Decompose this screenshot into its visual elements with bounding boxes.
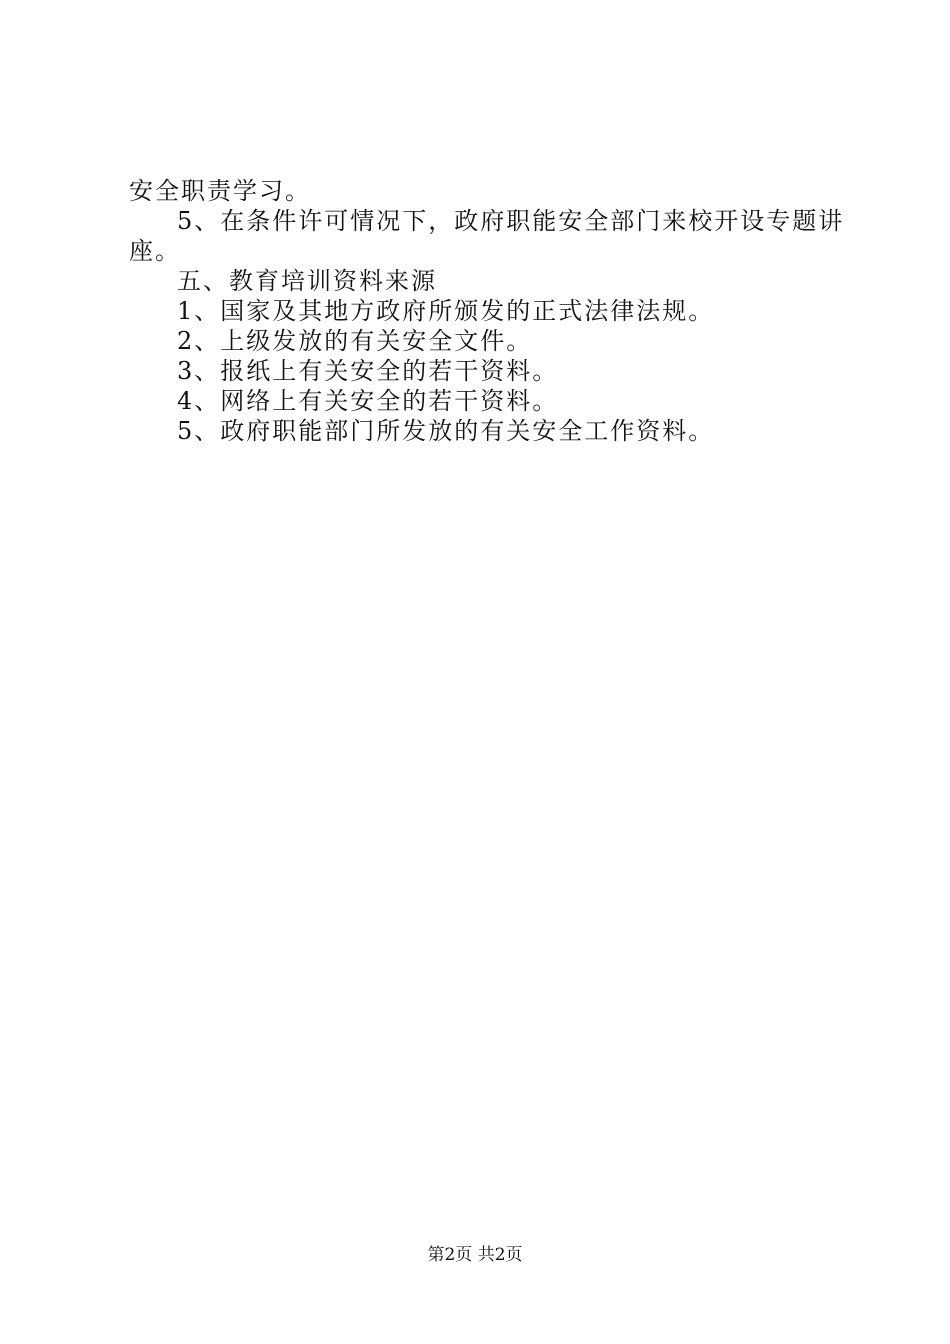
document-body [129,176,845,446]
section-heading-5: 五、教育培训资料来源 [177,267,437,295]
list-item-4: 4、网络上有关安全的若干资料。 [177,387,559,415]
list-item-3: 3、报纸上有关安全的若干资料。 [177,357,559,385]
list-item-2: 2、上级发放的有关安全文件。 [177,327,533,355]
page-footer: 第2页 共2页 [427,1245,523,1265]
text-line-wrap: 座。 [129,237,181,265]
list-item-5-lecture: 5、在条件许可情况下，政府职能安全部门来校开设专题讲 [177,207,845,235]
text-line-continuation: 安全职责学习。 [129,177,311,205]
list-item-1: 1、国家及其地方政府所颁发的正式法律法规。 [177,297,715,325]
list-item-5: 5、政府职能部门所发放的有关安全工作资料。 [177,417,715,445]
